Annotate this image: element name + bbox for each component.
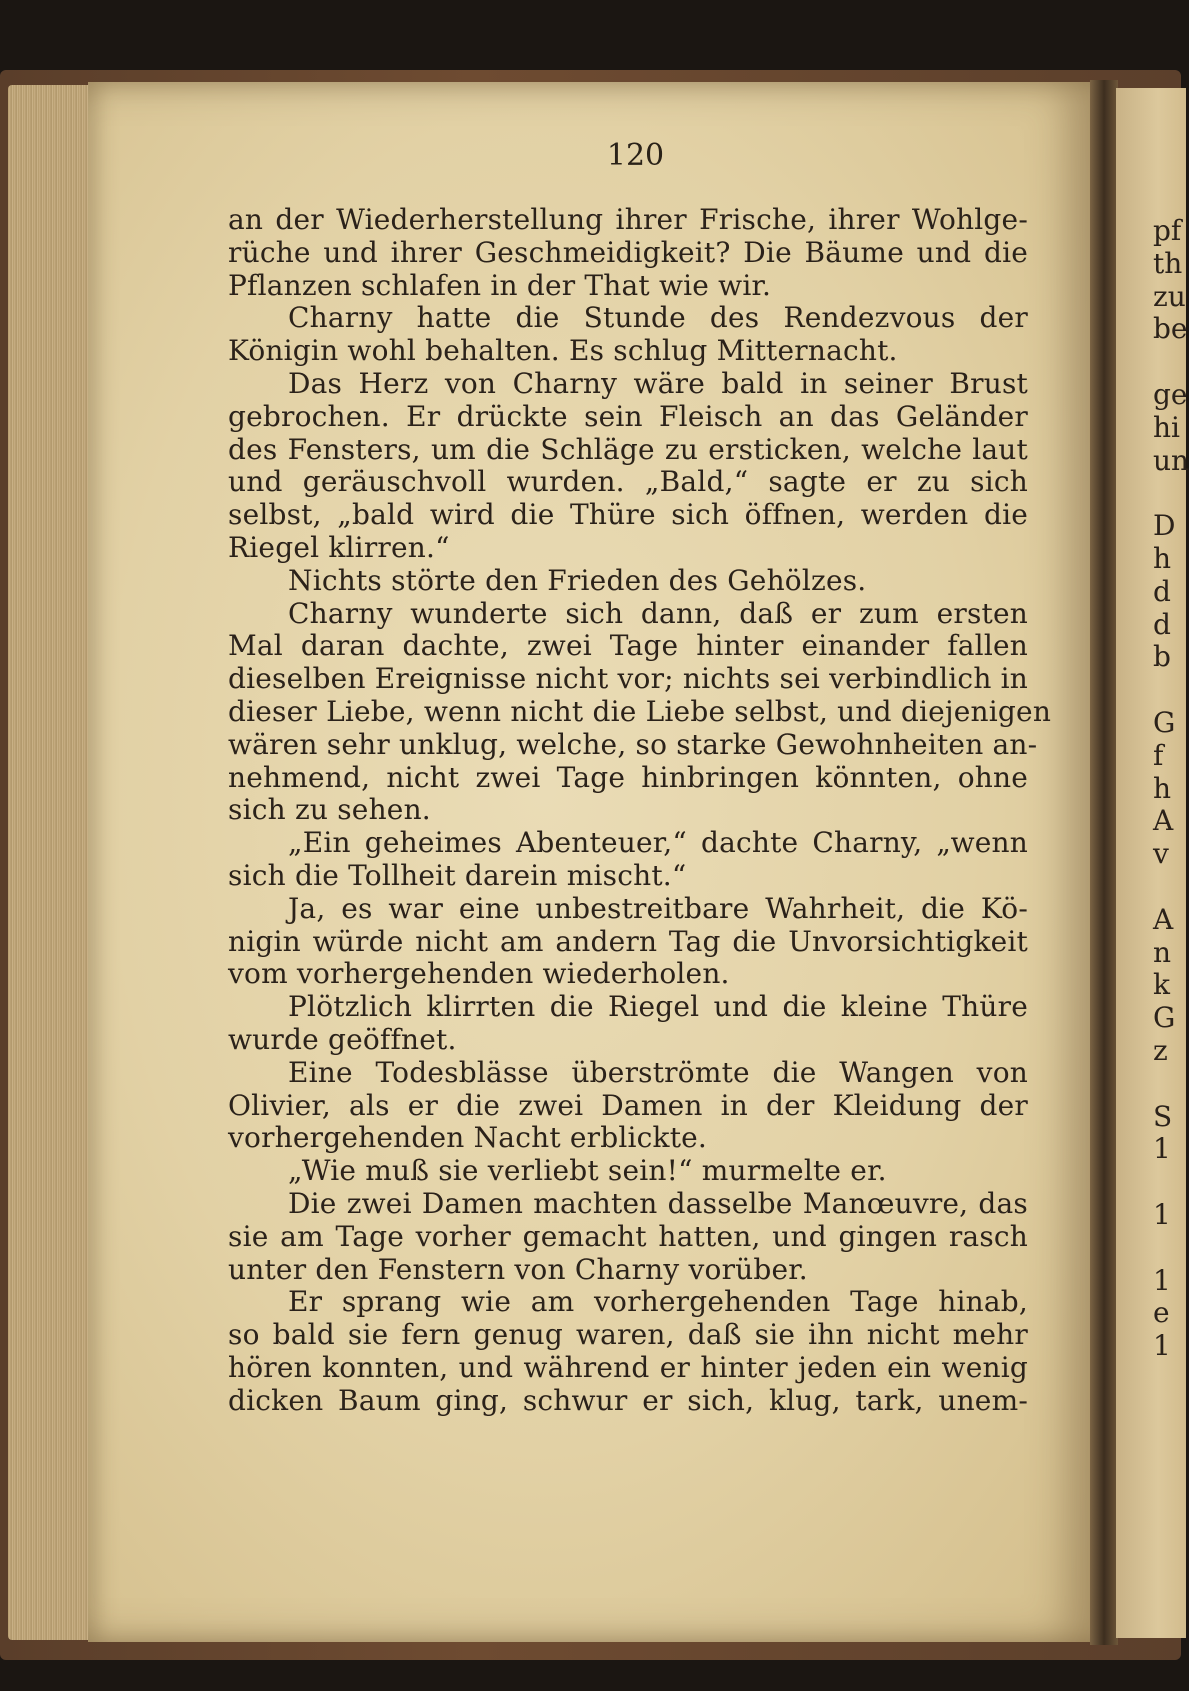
text-line: Die zwei Damen machten dasselbe Manœuvre, das bbox=[288, 1186, 1028, 1220]
next-page-fragment: h bbox=[1153, 541, 1172, 575]
text-line: Eine Todesblässe überströmte die Wangen von bbox=[288, 1055, 1028, 1089]
text-line: nehmend, nicht zwei Tage hinbringen könnten, ohne bbox=[228, 760, 1028, 794]
next-page-fragment: S bbox=[1153, 1099, 1173, 1133]
next-page-fragment: f bbox=[1153, 738, 1164, 772]
next-page-fragment: th bbox=[1153, 246, 1183, 280]
next-page-fragment bbox=[1153, 477, 1181, 510]
next-page-fragment: hi bbox=[1153, 410, 1180, 444]
text-line: wurde geöffnet. bbox=[228, 1022, 457, 1056]
text-line: so bald sie fern genug waren, daß sie ihn nicht mehr bbox=[228, 1318, 1028, 1352]
text-line: vorhergehenden Nacht erblickte. bbox=[228, 1121, 708, 1155]
text-line: des Fensters, um die Schläge zu ersticken, welche laut bbox=[228, 432, 1028, 466]
next-page-fragment bbox=[1153, 674, 1181, 707]
page-edges bbox=[8, 85, 98, 1640]
text-line: Charny wunderte sich dann, daß er zum ersten bbox=[288, 596, 1028, 630]
next-page-fragment: G bbox=[1153, 705, 1176, 739]
next-page-fragment: 1 bbox=[1153, 1132, 1171, 1166]
text-line: sich zu sehen. bbox=[228, 793, 431, 827]
text-line: Plötzlich klirrten die Riegel und die kleine Thüre bbox=[288, 990, 1028, 1024]
text-line: dieser Liebe, wenn nicht die Liebe selbst, und diejenigen bbox=[228, 694, 1052, 728]
next-page-fragment: k bbox=[1153, 968, 1170, 1002]
text-line: dicken Baum ging, schwur er sich, klug, tark, unem- bbox=[228, 1383, 1028, 1417]
text-line: dieselben Ereignisse nicht vor; nichts sei verbindlich in bbox=[228, 662, 1029, 696]
text-line: „Ein geheimes Abenteuer,“ dachte Charny, „wenn bbox=[288, 826, 1028, 860]
text-line: wären sehr unklug, welche, so starke Gewohnheiten an- bbox=[228, 727, 1038, 761]
text-line: Riegel klirren.“ bbox=[228, 530, 450, 564]
next-page-fragment: zu bbox=[1153, 279, 1186, 313]
text-line: nigin würde nicht am andern Tag die Unvorsichtigkeit bbox=[228, 924, 1028, 958]
next-page-fragment bbox=[1153, 1232, 1181, 1265]
next-page-fragment bbox=[1153, 1166, 1181, 1199]
next-page-fragment: h bbox=[1153, 771, 1172, 805]
text-line: sich die Tollheit darein mischt.“ bbox=[228, 858, 687, 892]
text-line: Mal daran dachte, zwei Tage hinter einander fallen bbox=[228, 629, 1028, 663]
next-page-fragment: z bbox=[1153, 1033, 1168, 1067]
page-number: 120 bbox=[606, 138, 665, 173]
next-page-fragment: ge bbox=[1153, 377, 1188, 411]
next-page-fragment: un bbox=[1153, 443, 1189, 477]
next-page-fragment: be bbox=[1153, 312, 1188, 346]
text-line: sie am Tage vorher gemacht hatten, und gingen rasch bbox=[228, 1219, 1028, 1253]
text-line: „Wie muß sie verliebt sein!“ murmelte er. bbox=[288, 1154, 887, 1188]
next-page-fragment: b bbox=[1153, 640, 1171, 674]
next-page-fragment bbox=[1153, 871, 1181, 904]
text-line: Er sprang wie am vorhergehenden Tage hinab, bbox=[288, 1285, 1028, 1319]
body-text bbox=[228, 203, 1052, 1417]
next-page-fragment: pf bbox=[1153, 214, 1182, 247]
text-line: Charny hatte die Stunde des Rendezvous der bbox=[288, 301, 1028, 335]
next-page-text bbox=[1153, 214, 1189, 1363]
next-page-fragment: d bbox=[1153, 607, 1171, 641]
text-line: rüche und ihrer Geschmeidigkeit? Die Bäume und die bbox=[228, 235, 1028, 269]
next-page-fragment: d bbox=[1153, 574, 1171, 608]
text-line: Ja, es war eine unbestreitbare Wahrheit, die Kö- bbox=[288, 891, 1028, 925]
text-line: an der Wiederherstellung ihrer Frische, ihrer Wohlge- bbox=[228, 203, 1028, 236]
next-page-fragment: A bbox=[1153, 804, 1174, 838]
text-line: gebrochen. Er drückte sein Fleisch an das Geländer bbox=[228, 399, 1028, 433]
next-page-fragment: 1 bbox=[1153, 1263, 1171, 1297]
text-line: unter den Fenstern von Charny vorüber. bbox=[228, 1252, 808, 1286]
text-line: Das Herz von Charny wäre bald in seiner Brust bbox=[288, 366, 1028, 400]
next-page-fragment: 1 bbox=[1153, 1197, 1171, 1231]
next-page-fragment: n bbox=[1153, 935, 1172, 969]
text-line: Pflanzen schlafen in der That wie wir. bbox=[228, 268, 772, 302]
text-line: selbst, „bald wird die Thüre sich öffnen, werden die bbox=[228, 498, 1028, 532]
next-page-fragment bbox=[1153, 1068, 1181, 1101]
next-page-fragment: e bbox=[1153, 1296, 1170, 1330]
next-page-fragment: G bbox=[1153, 1001, 1176, 1035]
text-line: und geräuschvoll wurden. „Bald,“ sagte er zu sich bbox=[228, 465, 1028, 499]
next-page-fragment: v bbox=[1153, 837, 1169, 871]
next-page-fragment bbox=[1153, 346, 1181, 379]
text-line: Nichts störte den Frieden des Gehölzes. bbox=[288, 563, 867, 597]
next-page-fragment: A bbox=[1153, 902, 1174, 936]
next-page-fragment: 1 bbox=[1153, 1329, 1171, 1363]
text-line: Olivier, als er die zwei Damen in der Kleidung der bbox=[228, 1088, 1028, 1122]
book-gutter bbox=[1090, 80, 1118, 1645]
text-line: hören konnten, und während er hinter jeden ein wenig bbox=[228, 1350, 1028, 1384]
text-line: Königin wohl behalten. Es schlug Mitternacht. bbox=[228, 334, 898, 368]
text-line: vom vorhergehenden wiederholen. bbox=[228, 957, 730, 991]
next-page-fragment: D bbox=[1153, 509, 1176, 543]
